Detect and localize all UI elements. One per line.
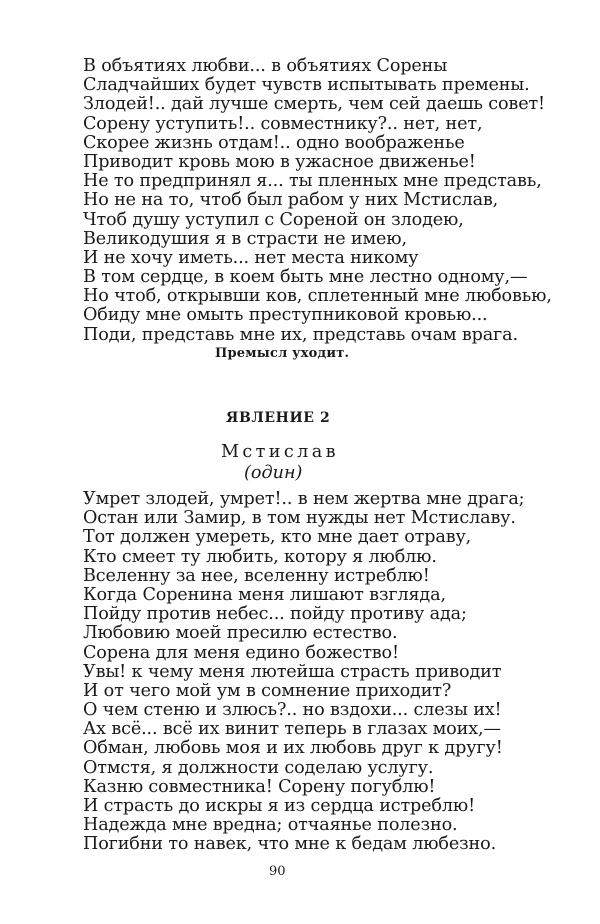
verse-line: Вселенну за нее, вселенну истреблю! bbox=[83, 565, 430, 586]
page-number: 90 bbox=[269, 864, 286, 879]
verse-line: В объятиях любви... в объятиях Сорены bbox=[83, 56, 448, 76]
verse-line: Сладчайших будет чувств испытывать премены. bbox=[83, 75, 530, 96]
scene-heading: ЯВЛЕНИЕ 2 bbox=[226, 410, 331, 426]
verse-line: Кто смеет ту любить, котору я люблю. bbox=[83, 546, 437, 567]
verse-line: Увы! к чему меня лютейша страсть приводит bbox=[83, 661, 502, 682]
verse-line: Когда Соренина меня лишают взгляда, bbox=[83, 584, 446, 605]
stage-direction: Премысл уходит. bbox=[215, 346, 350, 361]
verse-line: Великодушия я в страсти не имею, bbox=[83, 228, 407, 249]
verse-line: И от чего мой ум в сомнение приходит? bbox=[83, 680, 452, 701]
verse-line: Надежда мне вредна; отчаянье полезно. bbox=[83, 815, 458, 836]
verse-line: Обман, любовь моя и их любовь друг к другу! bbox=[83, 738, 503, 759]
verse-line: Казню совместника! Сорену погублю! bbox=[83, 776, 436, 797]
verse-line: И страсть до искры я из сердца истреблю! bbox=[83, 796, 475, 816]
verse-line: В том сердце, в коем быть мне лестно одному,— bbox=[83, 267, 528, 288]
verse-line: Сорену уступить!.. совместнику?.. нет, нет, bbox=[83, 113, 483, 134]
verse-line: Злодей!.. дай лучше смерть, чем сей даешь совет! bbox=[83, 94, 545, 115]
verse-block-top bbox=[83, 57, 563, 345]
verse-line: О чем стеню и злюсь?.. но вздохи... слезы их! bbox=[83, 700, 502, 721]
verse-block-bottom bbox=[83, 490, 563, 855]
verse-line: Но не на то, чтоб был рабом у них Мстислав, bbox=[83, 190, 499, 211]
verse-line: Тот должен умереть, кто мне дает отраву, bbox=[83, 527, 472, 548]
speaker-name: Мстислав bbox=[221, 442, 339, 462]
verse-line: И не хочу иметь... нет места никому bbox=[83, 247, 419, 268]
verse-line: Чтоб душу уступил с Сореной он злодею, bbox=[83, 209, 464, 230]
verse-line: Отмстя, я должности соделаю услугу. bbox=[83, 757, 434, 778]
verse-line: Обиду мне омыть преступниковой кровью... bbox=[83, 305, 488, 326]
verse-line: Остан или Замир, в том нужды нет Мстиславу. bbox=[83, 508, 516, 529]
verse-line: Не то предпринял я... ты пленных мне представь, bbox=[83, 171, 542, 192]
verse-line: Пойду против небес... пойду противу ада; bbox=[83, 604, 467, 625]
verse-line: Умрет злодей, умрет!.. в нем жертва мне драга; bbox=[83, 489, 525, 509]
speaker-note: (один) bbox=[244, 463, 303, 483]
verse-line: Скорее жизнь отдам!.. одно воображенье bbox=[83, 132, 465, 153]
verse-line: Погибни то навек, что мне к бедам любезно. bbox=[83, 834, 497, 855]
verse-line: Поди, представь мне их, представь очам врага. bbox=[83, 324, 518, 345]
verse-line: Но чтоб, открывши ков, сплетенный мне любовью, bbox=[83, 286, 552, 307]
verse-line: Ах всё... всё их винит теперь в глазах моих,— bbox=[83, 719, 501, 740]
verse-line: Любовию моей пресилю естество. bbox=[83, 623, 398, 644]
verse-line: Приводит кровь мою в ужасное движенье! bbox=[83, 151, 476, 172]
verse-line: Сорена для меня едино божество! bbox=[83, 642, 399, 663]
